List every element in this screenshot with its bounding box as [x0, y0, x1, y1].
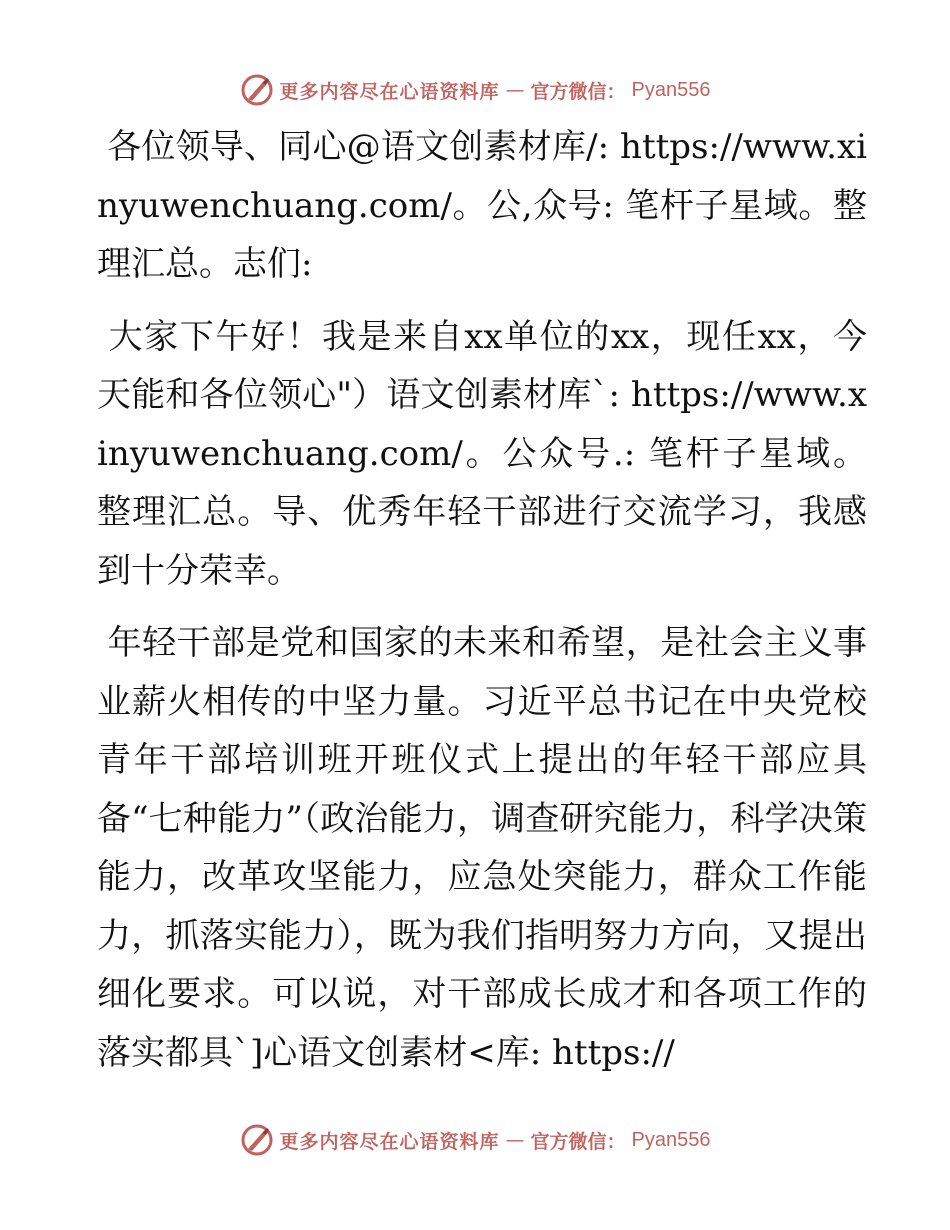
paragraph-greeting-text: 各位领导、同心@语文创素材库/: https://www.xinyuwenchuang.com/。公,众号: 笔杆子星域。整理汇总。志们:	[97, 127, 867, 284]
paragraph-main	[97, 614, 867, 1082]
brand-logo-icon	[240, 1123, 274, 1157]
header-separator: —	[505, 79, 525, 101]
footer-wechat-id: Pyan556	[631, 1128, 711, 1151]
paragraph-greeting	[97, 118, 867, 294]
footer-separator: —	[505, 1129, 525, 1151]
paragraph-intro	[97, 308, 867, 601]
header-wechat-id: Pyan556	[631, 78, 711, 101]
header-wechat-label: 官方微信：	[530, 80, 626, 103]
footer-wechat-label: 官方微信：	[530, 1130, 626, 1153]
header-banner	[0, 70, 950, 110]
document-body	[97, 118, 867, 1096]
paragraph-intro-text: 大家下午好！我是来自xx单位的xx，现任xx，今天能和各位领心"）语文创素材库`: https://www.xinyuwenchuang.com/。公众号.: 笔杆子星域。整理汇总。导、优秀年轻干部进行交流学习，我感到十分荣幸。	[97, 316, 867, 591]
footer-banner	[0, 1120, 950, 1160]
paragraph-main-text: 年轻干部是党和国家的未来和希望，是社会主义事业薪火相传的中坚力量。习近平总书记在中央党校青年干部培训班开班仪式上提出的年轻干部应具备“七种能力”（政治能力，调查研究能力，科学决策能力，改革攻坚能力，应急处突能力，群众工作能力，抓落实能力），既为我们指明努力方向，又提出细化要求。可以说，对干部成长成才和各项工作的落实都具`]心语文创素材<库: https://	[97, 623, 867, 1073]
brand-logo-icon	[240, 73, 274, 107]
header-brand-text: 更多内容尽在心语资料库	[279, 80, 500, 103]
footer-brand-text: 更多内容尽在心语资料库	[279, 1130, 500, 1153]
